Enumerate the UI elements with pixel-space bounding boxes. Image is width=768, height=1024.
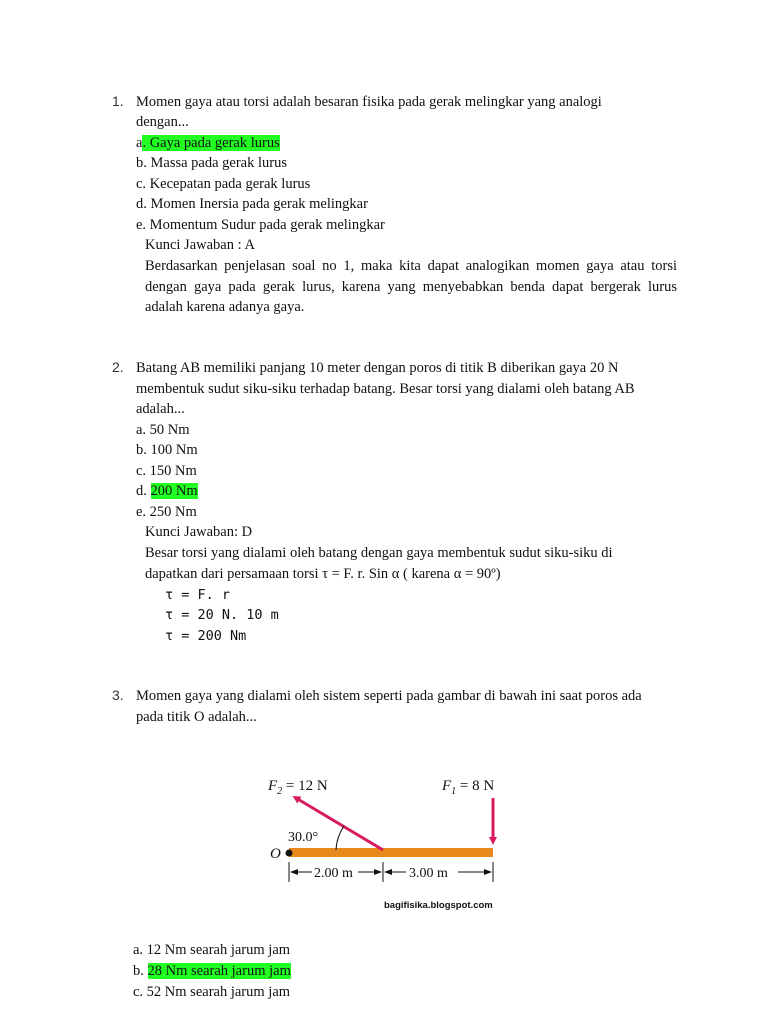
q1-option-e: e. Momentum Sudur pada gerak melingkar <box>136 217 385 233</box>
q2-option-e: e. 250 Nm <box>136 504 197 520</box>
q2-option-a: a. 50 Nm <box>136 422 190 438</box>
f2-label: $F_2 = 12$ N <box>268 778 328 797</box>
origin-label: O <box>270 846 281 862</box>
q1-option-d: d. Momen Inersia pada gerak melingkar <box>136 196 368 212</box>
f1-label: $F_1 = 8$ N <box>442 778 495 797</box>
torque-diagram <box>260 762 510 912</box>
q2-option-c: c. 150 Nm <box>136 463 197 479</box>
angle-arc <box>336 826 344 850</box>
q2-equation-3: τ = 200 Nm <box>165 628 247 644</box>
q3-question-line1: Momen gaya yang dialami oleh sistem seperti pada gambar di bawah ini saat poros ada <box>136 688 642 704</box>
q1-number: 1. <box>112 93 124 109</box>
q3-option-b-highlight: 28 Nm searah jarum jam <box>147 963 291 979</box>
q2-explanation-line1: Besar torsi yang dialami oleh batang dengan gaya membentuk sudut siku-siku di <box>145 545 613 561</box>
q1-option-a <box>136 133 280 153</box>
distance-1-label: 2.00 m <box>314 866 353 881</box>
q2-explanation-line2: dapatkan dari persamaan torsi τ = F. r. Sin α ( karena α = 90º) <box>145 566 501 582</box>
distance-2-label: 3.00 m <box>409 866 448 881</box>
q3-question-line2: pada titik O adalah... <box>136 709 257 725</box>
q2-equation-2: τ = 20 N. 10 m <box>165 607 279 623</box>
q1-question-line1: Momen gaya atau torsi adalah besaran fisika pada gerak melingkar yang analogi <box>136 94 602 110</box>
q1-answer-key: Kunci Jawaban : A <box>145 237 255 253</box>
q2-equation-1: τ = F. r <box>165 587 231 603</box>
q2-question-line2: membentuk sudut siku-siku terhadap batang. Besar torsi yang dialami oleh batang AB <box>136 381 635 397</box>
rod <box>289 848 493 857</box>
q1-option-a-highlight: . Gaya pada gerak lurus <box>142 135 280 151</box>
q2-answer-key: Kunci Jawaban: D <box>145 524 253 540</box>
angle-label: 30.0° <box>288 830 319 845</box>
q3-option-c: c. 52 Nm searah jarum jam <box>133 984 291 1000</box>
pivot-point <box>286 850 293 857</box>
q3-option-b <box>133 961 291 981</box>
q1-explanation: Berdasarkan penjelasan soal no 1, maka kita dapat analogikan momen gaya atau torsi dengan gaya pada gerak lurus, karena yang menyebabkan benda dapat bergerak lurus adalah karena adanya gaya. <box>145 258 677 316</box>
q2-option-d-highlight: 200 Nm <box>150 483 198 499</box>
q1-option-c: c. Kecepatan pada gerak lurus <box>136 176 311 192</box>
q2-option-b: b. 100 Nm <box>136 442 198 458</box>
q2-option-d-prefix: d. <box>136 483 151 499</box>
q3-number: 3. <box>112 687 124 703</box>
q3-option-b-prefix: b. <box>133 963 148 979</box>
watermark: bagifisika.blogspot.com <box>384 900 493 911</box>
q1-question-line2: dengan... <box>136 114 189 130</box>
q2-question-line3: adalah... <box>136 401 185 417</box>
q1-option-b: b. Massa pada gerak lurus <box>136 155 287 171</box>
q2-question-line1: Batang AB memiliki panjang 10 meter dengan poros di titik B diberikan gaya 20 N <box>136 360 619 376</box>
q2-number: 2. <box>112 359 124 375</box>
q3-option-a: a. 12 Nm searah jarum jam <box>133 942 291 958</box>
q2-option-d <box>136 481 198 501</box>
q1-option-a-prefix: a <box>136 135 143 151</box>
